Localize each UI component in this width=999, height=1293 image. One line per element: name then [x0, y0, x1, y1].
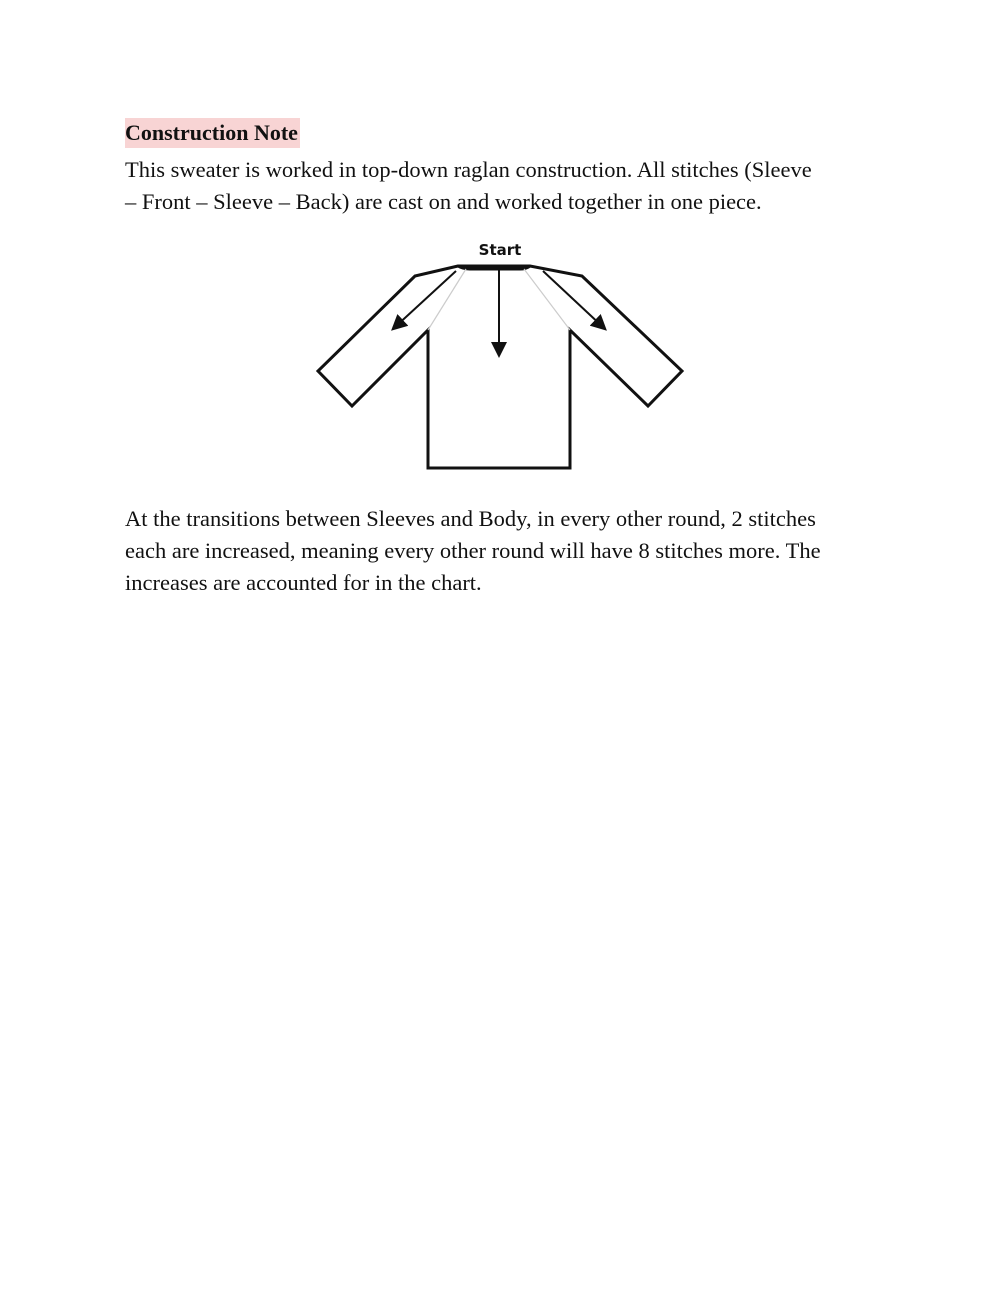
intro-line: – Front – Sleeve – Back) are cast on and worked together in one piece. [125, 189, 762, 214]
section-heading: Construction Note [125, 118, 300, 148]
sweater-diagram-svg [310, 236, 690, 476]
right-sleeve-arrow [543, 271, 604, 328]
raglan-construction-diagram [310, 236, 690, 476]
increases-line: each are increased, meaning every other round will have 8 stitches more. The [125, 538, 821, 563]
right-raglan-seam [524, 269, 570, 330]
increases-line: At the transitions between Sleeves and Body, in every other round, 2 stitches [125, 506, 816, 531]
increases-paragraph [125, 503, 885, 599]
increases-line: increases are accounted for in the chart. [125, 570, 482, 595]
start-label: Start [478, 241, 522, 259]
intro-line: This sweater is worked in top-down raglan construction. All stitches (Sleeve [125, 157, 812, 182]
intro-paragraph [125, 154, 885, 218]
